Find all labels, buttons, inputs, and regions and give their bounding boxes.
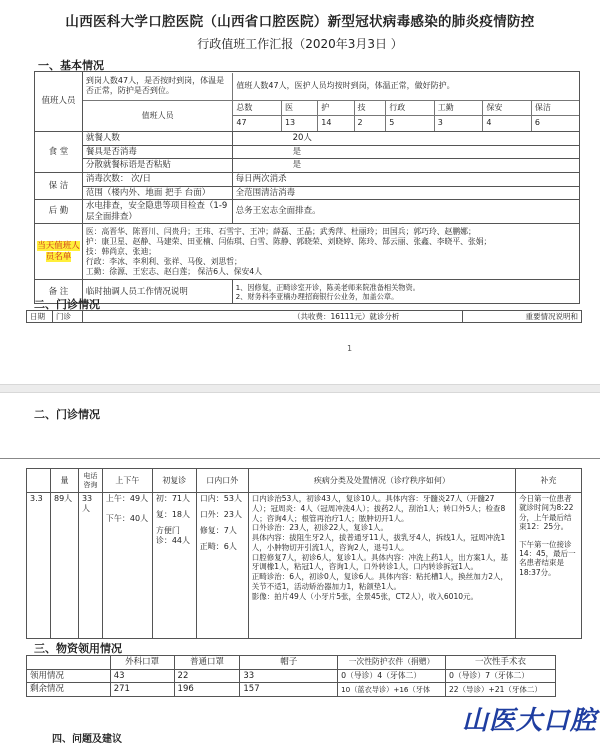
section-materials-heading: 三、物资领用情况 (34, 642, 122, 655)
basic-info-table (34, 71, 580, 304)
clinic-head-date: 日期 (27, 311, 53, 323)
clinic-detail-line: 口外诊治：23人，初诊22人，复诊1人。 (251, 523, 389, 533)
materials-cell: 271 (110, 683, 174, 697)
clinic-col-header: 疾病分类及处置情况（诊疗秩序如何） (248, 469, 515, 493)
materials-header: 外科口罩 (110, 656, 174, 670)
clinic-extra-line: 下午第一位接诊14：45，最后一名患者结束是18:37分。 (519, 539, 576, 577)
staff-answer: 值班人数47人，医护人员均按时到岗，体温正常，做好防护。 (233, 73, 579, 101)
clinic-inout-item: 口内：53人 (199, 494, 242, 503)
staff-cat: 医 (281, 101, 317, 116)
staff-val: 3 (434, 116, 483, 131)
staff-question: 到岗人数47人，是否按时到岗，体温是否正常，防护是否到位。 (83, 73, 233, 101)
staff-cat: 行政 (386, 101, 435, 116)
clinic-inout-item: 正畸：6人 (199, 542, 237, 551)
clinic-visit-item: 方便门诊：44人 (155, 526, 191, 545)
section-basic-heading: 一、基本情况 (38, 59, 104, 72)
clinic-col-header: 量 (50, 469, 78, 493)
clinic-inout-item: 修复：7人 (199, 526, 237, 535)
logistics-label: 后 勤 (35, 200, 83, 224)
canteen-item: 餐具是否消毒 (82, 145, 232, 159)
logistics-item: 水电排查，安全隐患等项目检查（1-9层全面排查） (82, 200, 232, 224)
clinic-extra (516, 493, 582, 639)
remark-line: 2、财务科李亚楠办理招商银行公业务，加盖公章。 (235, 291, 399, 301)
duty-line: 医：高晋华、陈晋川、闫贵丹；王玮、石雪宇、王冲；薛磊、王晶；武秀萍、杜丽玲；田国兵；郭巧玲、赵鹏娜； (85, 226, 476, 236)
clinic-col-header: 电话咨询 (78, 469, 102, 493)
staff-cat: 护 (318, 101, 354, 116)
clinic-head-table (26, 310, 582, 323)
staff-val: 2 (354, 116, 386, 131)
clinic-inout (196, 493, 248, 639)
remark-line: 1、因修复，正畸诊室开诊，陈美老师来院准备相关物资。 (235, 282, 420, 292)
clinic-head-summary: 重要情况说明和 (463, 311, 582, 323)
duty-line: 护：康卫星、赵静、马建荣、田亚楠、闫佑琪、白雪、陈静、郭晓荣、刘晓婷、陈玲、郜云丽、张鑫、李晓平、张娟； (85, 236, 492, 246)
materials-cell: 剩余情况 (27, 683, 111, 697)
clinic-phone: 33人 (78, 493, 102, 639)
clinic-inout-item: 口外：23人 (199, 510, 242, 519)
materials-cell: 22（导诊）+21（牙体二） (446, 683, 556, 697)
clean-val: 每日两次消杀 (232, 172, 579, 186)
clinic-ampm (102, 493, 152, 639)
logistics-val: 总务王宏志全面排查。 (232, 200, 579, 224)
canteen-item: 就餐人数 (82, 132, 232, 146)
materials-table (26, 655, 556, 697)
section-issues-heading: 四、问题及建议 (52, 734, 122, 745)
clean-item: 消毒次数： 次/日 (82, 172, 232, 186)
clinic-visit-item: 初：71人 (155, 494, 191, 503)
staff-cat: 技 (354, 101, 386, 116)
remark-item: 临时抽调人员工作情况说明 (82, 280, 232, 304)
duty-line: 行政：李冰、李利利、张祥、马俊、刘思哲； (85, 256, 242, 266)
materials-cell: 33 (240, 669, 338, 683)
clinic-total: 89人 (50, 493, 78, 639)
staff-inner-table (83, 73, 579, 131)
staff-val: 14 (318, 116, 354, 131)
duty-line: 工勤：徐源、王宏志、赵白莲； 保洁6人、保安4人 (85, 267, 263, 277)
remark-val-cell (232, 280, 579, 304)
clinic-head-income: （共收费：16111元）就诊分析 (83, 311, 463, 323)
materials-cell: 22 (174, 669, 240, 683)
materials-header: 一次性防护衣件（捐赠） (338, 656, 446, 670)
clean-label: 保 洁 (35, 172, 83, 199)
remark-label: 备 注 (35, 280, 83, 304)
materials-header: 一次性手术衣 (446, 656, 556, 670)
section-clinic-heading: 二、门诊情况 (34, 298, 100, 311)
materials-cell: 10（蓝衣导诊）+16（牙体 (338, 683, 446, 697)
canteen-item: 分散就餐标语是否粘贴 (82, 159, 232, 173)
materials-cell: 43 (110, 669, 174, 683)
clinic-detail-line: 正畸诊治：6人，初诊0人，复诊6人。具体内容：粘托槽1人，换丝加力2人，关节不适1，活动矫治器加力1，粘颌垫1人。 (251, 572, 509, 591)
materials-cell: 157 (240, 683, 338, 697)
clinic-head-clinic: 门诊 (53, 311, 83, 323)
clinic-col-header: 初复诊 (152, 469, 196, 493)
staff-val: 6 (531, 116, 579, 131)
clinic-visit (152, 493, 196, 639)
clinic-detail-line: 具体内容：拔阻生牙2人，拔普通牙11人，拔乳牙4人，拆线1人，冠周冲洗1人，小肿物切开引流1人，咨询2人，退号1人。 (251, 533, 506, 552)
materials-header: 帽子 (240, 656, 338, 670)
staff-sub-label: 值班人员 (83, 101, 233, 131)
staff-cat: 保安 (483, 101, 532, 116)
clean-item: 范围（楼内外、地面 把手 台面） (82, 186, 232, 200)
materials-header (27, 656, 111, 670)
document-subtitle: 行政值班工作汇报（2020年3月3日 ） (197, 37, 403, 51)
clinic-detail-line: 口腔修复7人，初诊6人，复诊1人。具体内容：冲洗上药1人，出方案1人，基牙调橡1人，粘冠1人，咨询1人，口外转诊1人，口内转诊拆冠1人。 (251, 552, 509, 572)
canteen-label: 食 堂 (35, 132, 83, 173)
materials-cell: 196 (174, 683, 240, 697)
document-title: 山西医科大学口腔医院（山西省口腔医院）新型冠状病毒感染的肺炎疫情防控 (65, 14, 535, 30)
duty-line: 技：韩尚京、张迪； (85, 246, 157, 256)
clinic-detail-line: 影像：拍片49人（小牙片5张，全景45张，CT2人），收入6010元。 (251, 591, 478, 601)
canteen-val: 20人 (232, 132, 579, 146)
clinic-col-date (27, 469, 51, 493)
clinic-col-header: 补充 (516, 469, 582, 493)
clean-val: 全范围清洁消毒 (232, 186, 579, 200)
staff-label: 值班人员 (35, 72, 83, 132)
hospital-logo: 山医大口腔 (462, 706, 598, 736)
materials-cell: 领用情况 (27, 669, 111, 683)
clinic-ampm-item: 上午：49人 (105, 494, 149, 503)
clinic-ampm-item: 下午：40人 (105, 514, 149, 523)
clinic-date: 3.3 (27, 493, 51, 639)
clinic-extra-line: 今日第一位患者就诊时间为8:22分，上午最后结束12：25分。 (519, 494, 574, 532)
materials-cell: 0（导诊）4（牙体二） (338, 669, 446, 683)
canteen-val: 是 (232, 159, 579, 173)
section-clinic-heading-page2: 二、门诊情况 (34, 408, 100, 421)
staff-val: 4 (483, 116, 532, 131)
clinic-col-header: 上下午 (102, 469, 152, 493)
clinic-table (26, 468, 582, 639)
page-separator (0, 384, 600, 393)
staff-val: 13 (281, 116, 317, 131)
materials-header: 普通口罩 (174, 656, 240, 670)
canteen-val: 是 (232, 145, 579, 159)
staff-val: 47 (233, 116, 282, 131)
materials-cell: 0（导诊）7（牙体二） (446, 669, 556, 683)
clinic-visit-item: 复：18人 (155, 510, 191, 519)
duty-label: 当天值班人员名单 (37, 241, 80, 262)
clinic-detail-line: 口内诊治53人，初诊43人，复诊10人。具体内容：牙髓炎27人（开髓27人）；冠周炎：4人（冠周冲洗4人）；拔药2人，刮治1人；转口外5人；检查8人；咨询4人；根管再治疗1人；脓肿切开1人。 (251, 494, 506, 523)
staff-val: 5 (386, 116, 435, 131)
staff-cat: 保洁 (531, 101, 579, 116)
page-number: 1 (347, 344, 353, 353)
clinic-col-header: 口内口外 (196, 469, 248, 493)
table-top-rule (0, 458, 600, 459)
duty-label-cell (35, 224, 83, 280)
staff-cat: 总数 (233, 101, 282, 116)
clinic-detail (248, 493, 515, 639)
duty-list (82, 224, 579, 280)
staff-cat: 工勤 (434, 101, 483, 116)
